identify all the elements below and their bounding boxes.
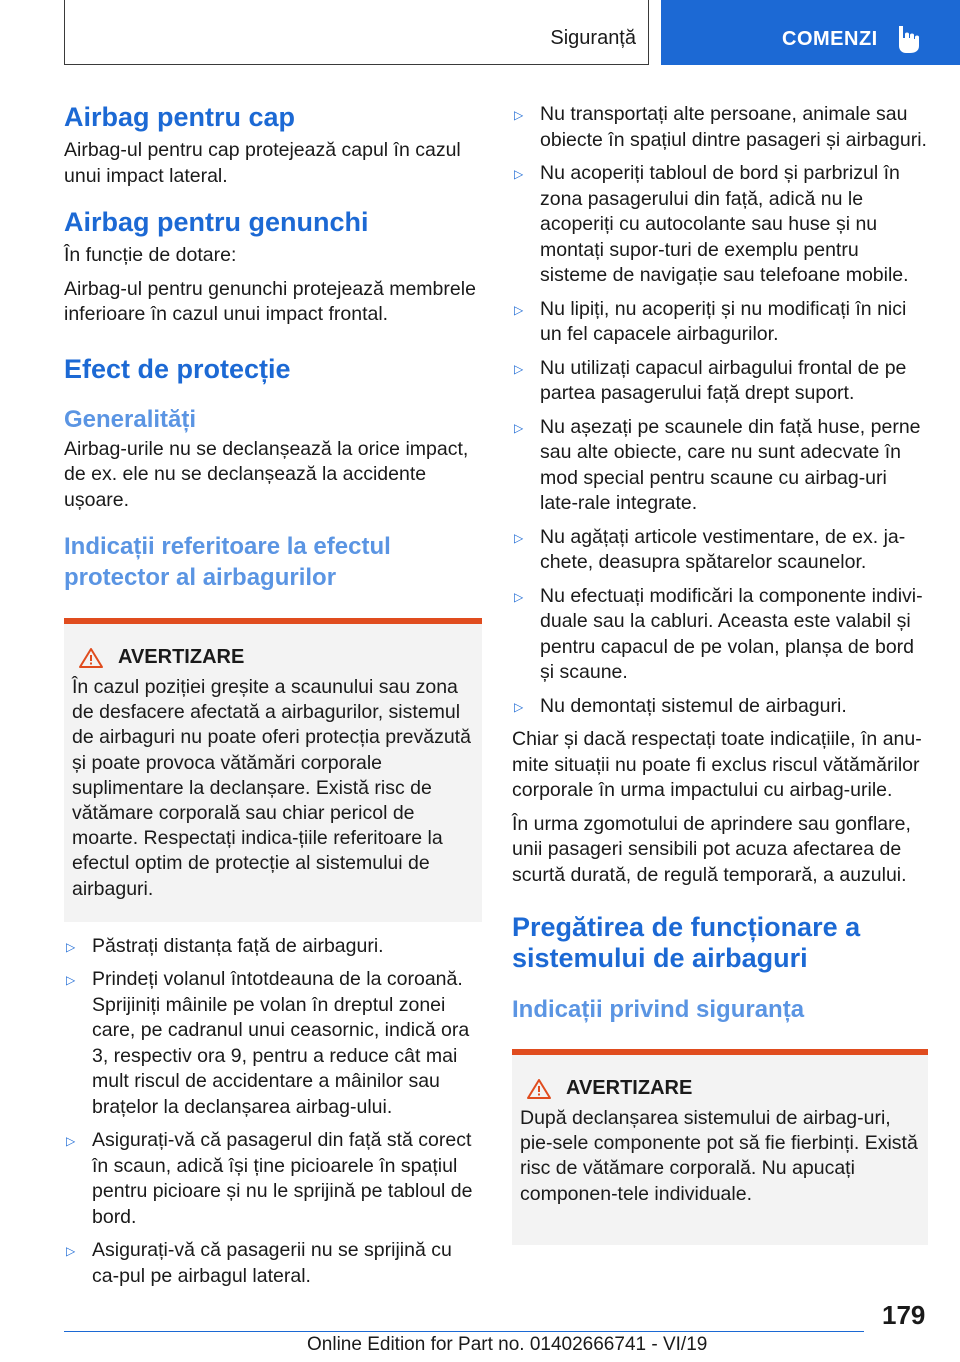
list-item: ▷ Asigurați-vă că pasagerul din față stă corect în scaun, adică își ține picioarele în spațiul pentru picioare și nu le sprijină pe tabloul de bord. <box>66 1129 473 1228</box>
list-item: ▷ Nu efectuați modificări la componente indivi-duale sau la cabluri. Aceasta este valabil și pentru capacul de pe volan, planșa de bord și scaune. <box>514 584 923 683</box>
paragraph-zgomot: În urma zgomotului de aprindere sau gonflare, unii pasageri sensibili pot acuza afectarea de scurtă durată, de regulă temporară, a auzului. <box>512 812 911 886</box>
list-item: ▷ Nu așezați pe scaunele din față huse, perne sau alte obiecte, care nu sunt adecvate în mod special pentru scaune cu airbag-uri late-rale integrate. <box>514 415 921 514</box>
warning-box <box>512 1049 928 1245</box>
triangle-bullet-icon: ▷ <box>514 589 524 604</box>
section-title: Siguranță <box>550 27 636 49</box>
pointing-hand-icon <box>895 24 921 54</box>
warning-triangle-icon <box>526 1078 552 1100</box>
header-section-tab <box>64 0 649 65</box>
warning-triangle-icon <box>78 647 104 669</box>
chapter-title: COMENZI <box>782 28 878 50</box>
footer-divider <box>64 1331 864 1332</box>
paragraph-generalitati: Airbag-urile nu se declanșează la orice impact, de ex. ele nu se declanșează la accidente ușoare. <box>64 437 469 511</box>
triangle-bullet-icon: ▷ <box>514 302 524 317</box>
list-item: ▷ Nu transportați alte persoane, animale sau obiecte în spațiul dintre pasageri și airbaguri. <box>514 103 927 151</box>
warning-text: În cazul poziției greșite a scaunului sau zona de desfacere afectată a airbagurilor, sistemul de airbaguri nu poate oferi protecția prevăzută și poate provoca vătămări corporale suplimentare la declanșare. Există risc de vătămare corporală sau chiar pericol de moarte. Respectați indica-țiile referitoare la efectul optim de protecție al sistemului de airbaguri. <box>72 676 471 900</box>
heading-airbag-genunchi: Airbag pentru genunchi <box>64 207 369 237</box>
heading-generalitati: Generalități <box>64 405 197 433</box>
footer-edition: Online Edition for Part no. 01402666741 - VI/19 <box>307 1334 708 1355</box>
triangle-bullet-icon: ▷ <box>514 420 524 435</box>
heading-pregatire: Pregătirea de funcționare a sistemului de airbaguri <box>512 912 861 973</box>
list-item: ▷ Nu acoperiți tabloul de bord și parbrizul în zona pasagerului din față, adică nu le acoperiți cu autocolante sau huse și nu montați supor-turi de exemplu pentru sisteme de navigație sau telefoane mobile. <box>514 162 909 286</box>
list-item: ▷ Prindeți volanul întotdeauna de la coroană. Sprijiniți mâinile pe volan în dreptul zonei care, pe cadranul unui ceasornic, indică ora 3, respectiv ora 9, pentru a reduce cât mai mult riscul de accidentare a mâinilor sau brațelor la declanșarea airbag-ului. <box>66 968 470 1118</box>
page-number: 179 <box>882 1300 926 1330</box>
right-column <box>512 98 928 1245</box>
left-column <box>64 100 482 1289</box>
list-item: ▷ Nu utilizați capacul airbagului frontal de pe partea pasagerului față drept suport. <box>514 356 907 404</box>
triangle-bullet-icon: ▷ <box>514 108 524 122</box>
triangle-bullet-icon: ▷ <box>514 167 524 181</box>
bullet-list-right <box>512 102 928 719</box>
heading-airbag-cap: Airbag pentru cap <box>64 102 296 132</box>
triangle-bullet-icon: ▷ <box>514 530 524 545</box>
list-item: ▷ Nu agățați articole vestimentare, de ex. ja-chete, deasupra spătarelor scaunelor. <box>514 525 906 573</box>
warning-title: AVERTIZARE <box>118 646 245 668</box>
paragraph-airbag-cap: Airbag-ul pentru cap protejează capul în cazul unui impact lateral. <box>64 139 461 187</box>
warning-title: AVERTIZARE <box>566 1077 693 1099</box>
list-item: ▷ Nu lipiți, nu acoperiți și nu modificați în nici un fel capacele airbagurilor. <box>514 297 907 345</box>
triangle-bullet-icon: ▷ <box>66 939 76 954</box>
list-item: ▷ Asigurați-vă că pasagerii nu se sprijină cu ca-pul pe airbagul lateral. <box>66 1239 452 1287</box>
bullet-list-left <box>64 934 482 1290</box>
list-item: ▷ Nu demontați sistemul de airbaguri. <box>514 694 847 717</box>
heading-indicatii-siguranta: Indicații privind siguranța <box>512 996 805 1023</box>
triangle-bullet-icon: ▷ <box>514 361 524 376</box>
triangle-bullet-icon: ▷ <box>66 973 76 988</box>
paragraph-dotare: În funcție de dotare: <box>64 244 237 266</box>
warning-text: După declanșarea sistemului de airbag-uri, pie-sele componente pot să fie fierbinți. Există risc de vătămare corporală. Nu apucați componen-tele individuale. <box>520 1107 918 1205</box>
header-chapter-tab[interactable] <box>661 0 960 65</box>
heading-efect-protectie: Efect de protecție <box>64 353 291 384</box>
triangle-bullet-icon: ▷ <box>66 1244 76 1259</box>
heading-indicatii-efect: Indicații referitoare la efectul protector al airbagurilor <box>64 533 391 591</box>
paragraph-airbag-genunchi: Airbag-ul pentru genunchi protejează membrele inferioare în cazul unui impact frontal. <box>64 277 476 325</box>
list-item: ▷ Păstrați distanța față de airbaguri. <box>66 934 384 957</box>
triangle-bullet-icon: ▷ <box>514 699 524 714</box>
paragraph-chiar-daca: Chiar și dacă respectați toate indicațiile, în anu-mite situații nu poate fi exclus riscul vătămărilor corporale în urma impactului cu airbag-urile. <box>512 728 922 801</box>
triangle-bullet-icon: ▷ <box>66 1134 76 1149</box>
warning-box <box>64 618 482 922</box>
